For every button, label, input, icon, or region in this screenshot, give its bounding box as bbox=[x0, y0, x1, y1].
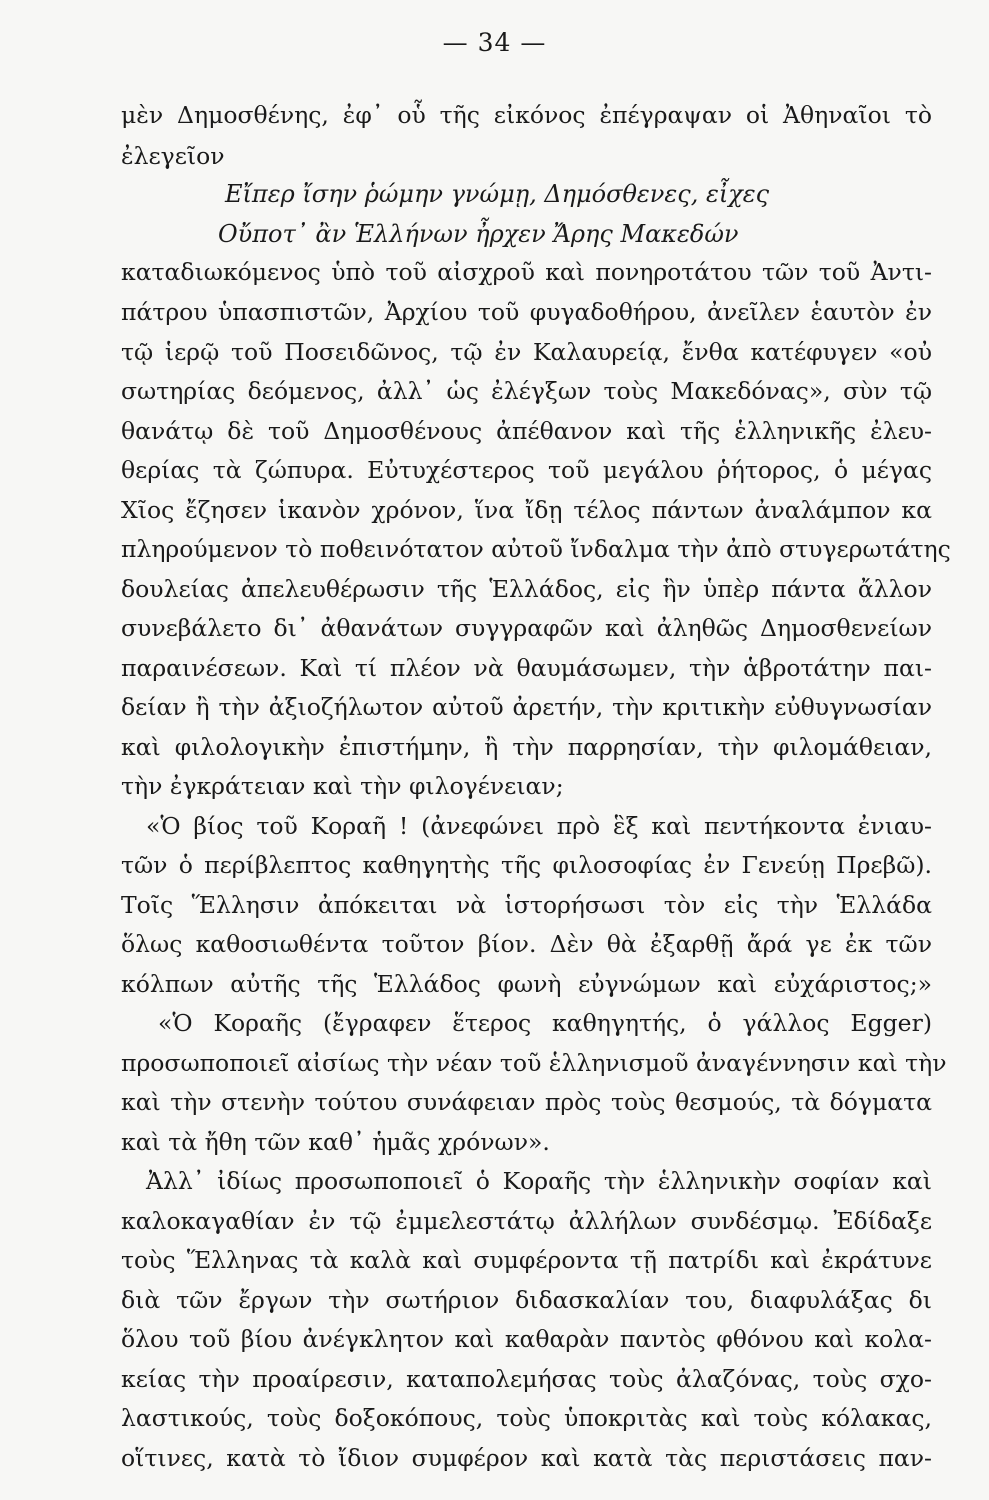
text-line: θανάτῳ δὲ τοῦ Δημοσθένους ἀπέθανον καὶ τῆς ἑλληνικῆς ἐλευ- bbox=[121, 417, 932, 445]
text-line: ἐλεγεῖον bbox=[121, 142, 225, 170]
text-line: συνεβάλετο δι᾽ ἀθανάτων συγγραφῶν καὶ ἀληθῶς Δημοσθενείων bbox=[121, 614, 932, 642]
text-line: σωτηρίας δεόμενος, ἀλλ᾽ ὡς ἐλέγξων τοὺς Μακεδόνας», σὺν τῷ bbox=[121, 377, 932, 405]
text-line: πάτρου ὑπασπιστῶν, Ἀρχίου τοῦ φυγαδοθήρου, ἀνεῖλεν ἑαυτὸν ἐν bbox=[121, 298, 932, 326]
text-line: παραινέσεων. Καὶ τί πλέον νὰ θαυμάσωμεν, τὴν ἁβροτάτην παι- bbox=[121, 654, 932, 682]
text-line: πληρούμενον τὸ ποθεινότατον αὐτοῦ ἴνδαλμα τὴν ἀπὸ στυγερωτάτης bbox=[121, 535, 951, 563]
text-line: τῶν ὁ περίβλεπτος καθηγητὴς τῆς φιλοσοφίας ἐν Γενεύῃ Πρεβῶ). bbox=[121, 851, 932, 879]
text-line: ὅλως καθοσιωθέντα τοῦτον βίον. Δὲν θὰ ἐξαρθῇ ἄρά γε ἐκ τῶν bbox=[121, 930, 932, 958]
text-line: καὶ τὰ ἤθη τῶν καθ᾽ ἡμᾶς χρόνων». bbox=[121, 1128, 550, 1156]
text-line: Ἀλλ᾽ ἰδίως προσωποποιεῖ ὁ Κοραῆς τὴν ἑλληνικὴν σοφίαν καὶ bbox=[146, 1167, 932, 1195]
text-line: καλοκαγαθίαν ἐν τῷ ἐμμελεστάτῳ ἀλλήλων συνδέσμῳ. Ἐδίδαξε bbox=[121, 1207, 932, 1235]
text-line: θερίας τὰ ζώπυρα. Εὐτυχέστερος τοῦ μεγάλου ῥήτορος, ὁ μέγας bbox=[121, 456, 932, 484]
text-line: καταδιωκόμενος ὑπὸ τοῦ αἰσχροῦ καὶ πονηροτάτου τῶν τοῦ Ἀντι- bbox=[121, 258, 932, 286]
text-line: τῷ ἱερῷ τοῦ Ποσειδῶνος, τῷ ἐν Καλαυρείᾳ, ἔνθα κατέφυγεν «οὐ bbox=[121, 338, 932, 366]
page-number: — 34 — bbox=[442, 28, 547, 57]
text-line: δουλείας ἀπελευθέρωσιν τῆς Ἑλλάδος, εἰς ἣν ὑπὲρ πάντα ἄλλον bbox=[121, 575, 932, 603]
text-line: «Ὁ Κοραῆς (ἔγραφεν ἕτερος καθηγητής, ὁ γάλλος Egger) bbox=[158, 1009, 932, 1037]
text-line: κόλπων αὐτῆς τῆς Ἑλλάδος φωνὴ εὐγνώμων καὶ εὐχάριστος;» bbox=[121, 970, 932, 998]
text-line: διὰ τῶν ἔργων τὴν σωτήριον διδασκαλίαν του, διαφυλάξας δι bbox=[121, 1286, 932, 1314]
text-line: Τοῖς Ἕλλησιν ἀπόκειται νὰ ἱστορήσωσι τὸν εἰς τὴν Ἑλλάδα bbox=[121, 891, 932, 919]
text-line: καὶ φιλολογικὴν ἐπιστήμην, ἢ τὴν παρρησίαν, τὴν φιλομάθειαν, bbox=[121, 733, 932, 761]
text-line: προσωποποιεῖ αἰσίως τὴν νέαν τοῦ ἑλληνισμοῦ ἀναγέννησιν καὶ τὴν bbox=[121, 1049, 947, 1077]
text-line: δείαν ἢ τὴν ἀξιοζήλωτον αὐτοῦ ἀρετήν, τὴν κριτικὴν εὐθυγνωσίαν bbox=[121, 693, 932, 721]
text-line: τοὺς Ἕλληνας τὰ καλὰ καὶ συμφέροντα τῇ πατρίδι καὶ ἐκράτυνε bbox=[121, 1246, 932, 1274]
text-line: λαστικούς, τοὺς δοξοκόπους, τοὺς ὑποκριτὰς καὶ τοὺς κόλακας, bbox=[121, 1404, 932, 1432]
text-line: ὅλου τοῦ βίου ἀνέγκλητον καὶ καθαρὰν παντὸς φθόνου καὶ κολα- bbox=[121, 1325, 932, 1353]
verse-line: Εἴπερ ἴσην ῥώμην γνώμῃ, Δημόσθενες, εἶχες bbox=[225, 180, 770, 208]
text-line: μὲν Δημοσθένης, ἐφ᾽ οὗ τῆς εἰκόνος ἐπέγραψαν οἱ Ἀθηναῖοι τὸ bbox=[121, 101, 932, 129]
verse-line: Οὔποτ᾽ ἂν Ἑλλήνων ἦρχεν Ἄρης Μακεδών bbox=[218, 220, 739, 248]
text-line: οἵτινες, κατὰ τὸ ἴδιον συμφέρον καὶ κατὰ τὰς περιστάσεις παν- bbox=[121, 1444, 932, 1472]
text-line: Χῖος ἔζησεν ἱκανὸν χρόνον, ἵνα ἴδῃ τέλος πάντων ἀναλάμπον κα bbox=[121, 496, 932, 524]
text-line: κείας τὴν προαίρεσιν, καταπολεμήσας τοὺς ἀλαζόνας, τοὺς σχο- bbox=[121, 1365, 932, 1393]
text-line: «Ὁ βίος τοῦ Κοραῆ ! (ἀνεφώνει πρὸ ἓξ καὶ πεντήκοντα ἐνιαυ- bbox=[146, 812, 932, 840]
text-line: καὶ τὴν στενὴν τούτου συνάφειαν πρὸς τοὺς θεσμούς, τὰ δόγματα bbox=[121, 1088, 932, 1116]
text-line: τὴν ἐγκράτειαν καὶ τὴν φιλογένειαν; bbox=[121, 772, 564, 800]
